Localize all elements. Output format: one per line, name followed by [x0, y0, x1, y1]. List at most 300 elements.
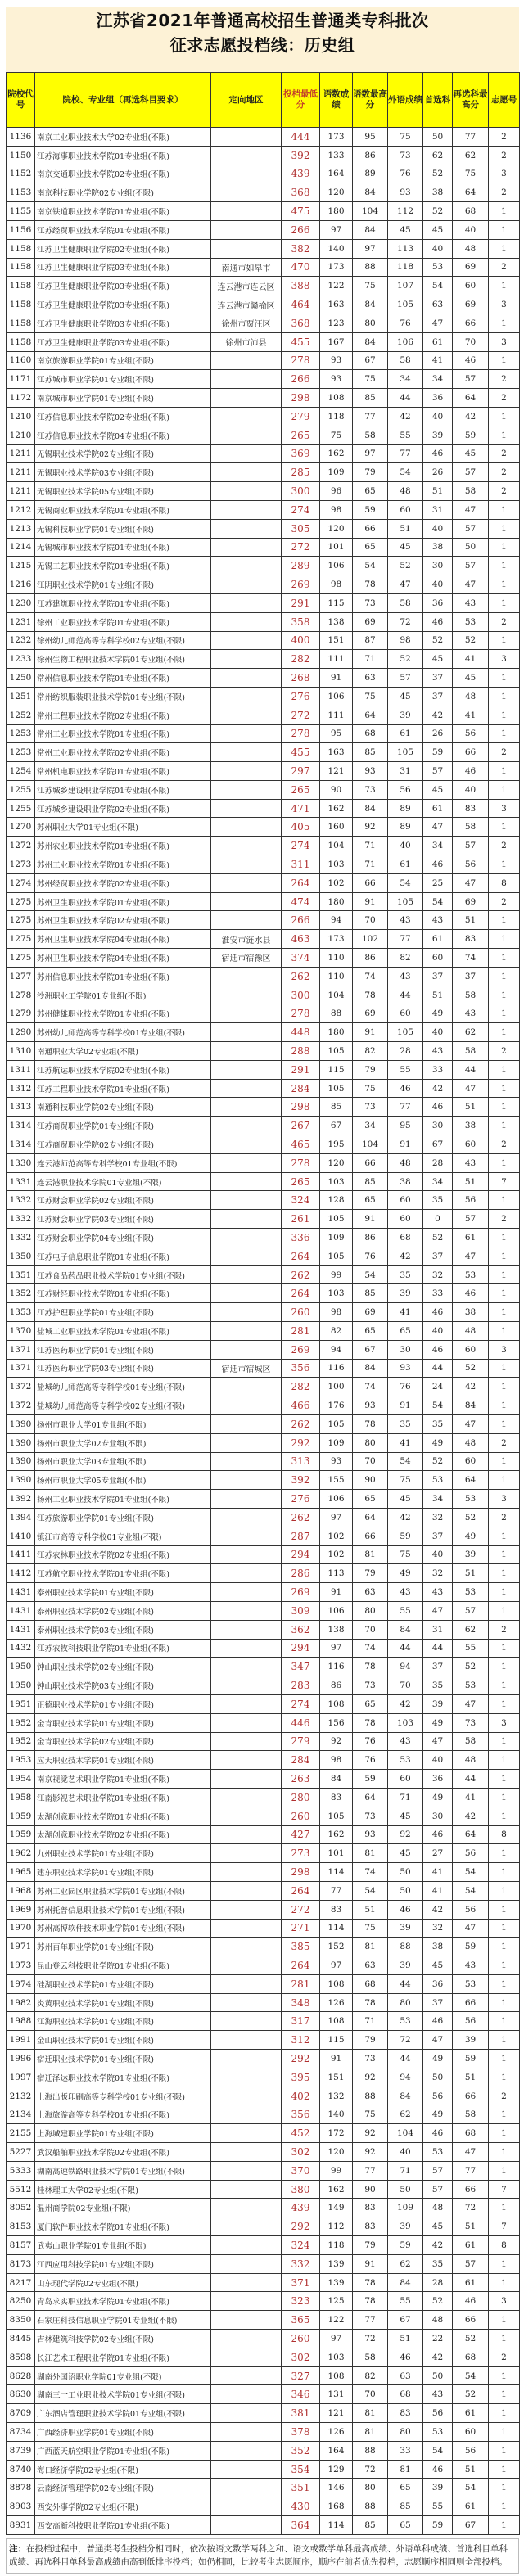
cell-cm-score: 108	[320, 1694, 353, 1713]
cell-second-max: 57	[453, 1601, 489, 1620]
cell-min-score: 264	[282, 1247, 320, 1265]
cell-code: 1997	[7, 2068, 35, 2087]
cell-second-max: 54	[453, 1881, 489, 1900]
cell-wish: 1	[489, 500, 520, 519]
cell-min-score: 264	[282, 1881, 320, 1900]
cell-name: 南京工业职业技术大学02专业组(不限)	[35, 128, 211, 147]
cell-code: 1950	[7, 1676, 35, 1695]
cell-foreign: 46	[388, 2348, 423, 2366]
cell-code: 1152	[7, 165, 35, 183]
cell-cm-max: 72	[353, 2330, 388, 2348]
table-row	[7, 519, 520, 538]
cell-cm-max: 66	[353, 519, 388, 538]
cell-code: 1951	[7, 1694, 35, 1713]
cell-wish: 1	[489, 1844, 520, 1863]
table-row	[7, 1004, 520, 1023]
cell-first: 67	[423, 1135, 453, 1154]
cell-wish: 1	[489, 1676, 520, 1695]
cell-cm-max: 82	[353, 2366, 388, 2385]
cell-foreign: 50	[388, 1863, 423, 1882]
cell-foreign: 31	[388, 762, 423, 781]
cell-wish: 1	[489, 1229, 520, 1247]
cell-cm-score: 94	[320, 1340, 353, 1359]
cell-code: 1275	[7, 892, 35, 911]
cell-cm-score: 140	[320, 2105, 353, 2124]
cell-second-max: 46	[453, 1284, 489, 1303]
cell-region	[211, 1340, 282, 1359]
cell-region	[211, 2292, 282, 2311]
cell-code: 1253	[7, 724, 35, 743]
cell-wish: 1	[489, 1359, 520, 1378]
cell-wish: 1	[489, 1900, 520, 1919]
cell-first: 49	[423, 2105, 453, 2124]
cell-region	[211, 650, 282, 669]
cell-code: 1255	[7, 799, 35, 818]
table-row	[7, 2031, 520, 2050]
cell-first: 40	[423, 239, 453, 258]
table-header-row	[7, 73, 520, 128]
table-row	[7, 2012, 520, 2031]
cell-code: 5333	[7, 2161, 35, 2180]
cell-code: 8157	[7, 2236, 35, 2255]
cell-cm-max: 92	[353, 2124, 388, 2143]
cell-second-max: 51	[453, 911, 489, 930]
table-row	[7, 2254, 520, 2273]
cell-name: 徐州工业职业技术学院01专业组(不限)	[35, 612, 211, 631]
cell-foreign: 70	[388, 1676, 423, 1695]
cell-region	[211, 1527, 282, 1545]
cell-code: 1155	[7, 202, 35, 221]
cell-region	[211, 1153, 282, 1172]
cell-min-score: 292	[282, 1433, 320, 1452]
table-row	[7, 314, 520, 332]
cell-second-max: 61	[453, 2497, 489, 2516]
cell-wish: 1	[489, 557, 520, 575]
table-row	[7, 2199, 520, 2217]
cell-cm-score: 98	[320, 575, 353, 594]
cell-foreign: 84	[388, 2087, 423, 2105]
cell-min-score: 455	[282, 743, 320, 762]
table-row	[7, 1993, 520, 2012]
cell-cm-score: 126	[320, 1993, 353, 2012]
cell-cm-max: 73	[353, 593, 388, 612]
cell-cm-score: 120	[320, 2143, 353, 2162]
cell-cm-score: 99	[320, 2161, 353, 2180]
cell-cm-score: 108	[320, 2366, 353, 2385]
cell-wish: 1	[489, 2012, 520, 2031]
cell-code: 1158	[7, 332, 35, 351]
cell-first: 45	[423, 780, 453, 799]
cell-region	[211, 463, 282, 482]
cell-min-score: 300	[282, 482, 320, 501]
cell-name: 苏州卫生职业技术学院02专业组(不限)	[35, 911, 211, 930]
cell-wish: 3	[489, 1713, 520, 1732]
cell-first: 60	[423, 949, 453, 968]
cell-min-score: 362	[282, 1620, 320, 1639]
cell-min-score: 312	[282, 2031, 320, 2050]
cell-code: 1230	[7, 593, 35, 612]
cell-region	[211, 911, 282, 930]
cell-name: 武汉船舶职业技术学院02专业组(不限)	[35, 2143, 211, 2162]
cell-second-max: 52	[453, 1359, 489, 1378]
cell-cm-max: 85	[353, 743, 388, 762]
cell-name: 金肯职业技术学院01专业组(不限)	[35, 1713, 211, 1732]
cell-cm-max: 74	[353, 1378, 388, 1396]
cell-name: 江海职业技术学院01专业组(不限)	[35, 2012, 211, 2031]
cell-name: 江阴职业技术学院01专业组(不限)	[35, 575, 211, 594]
cell-second-max: 60	[453, 1340, 489, 1359]
cell-cm-score: 195	[320, 1135, 353, 1154]
cell-cm-max: 88	[353, 2497, 388, 2516]
cell-first: 32	[423, 1508, 453, 1527]
cell-region	[211, 1881, 282, 1900]
cell-foreign: 75	[388, 128, 423, 147]
cell-foreign: 62	[388, 2105, 423, 2124]
cell-min-score: 281	[282, 1322, 320, 1341]
cell-cm-score: 115	[320, 1060, 353, 1079]
cell-first: 47	[423, 314, 453, 332]
cell-foreign: 77	[388, 930, 423, 949]
cell-region	[211, 1172, 282, 1191]
cell-foreign: 89	[388, 799, 423, 818]
cell-first: 46	[423, 1340, 453, 1359]
cell-cm-score: 176	[320, 1396, 353, 1415]
cell-min-score: 356	[282, 1359, 320, 1378]
cell-code: 1272	[7, 837, 35, 855]
table-row	[7, 1938, 520, 1956]
cell-min-score: 266	[282, 911, 320, 930]
table-row	[7, 1658, 520, 1676]
cell-name: 扬州市职业大学01专业组(不限)	[35, 1414, 211, 1433]
cell-min-score: 347	[282, 1658, 320, 1676]
cell-cm-score: 133	[320, 146, 353, 165]
cell-code: 1314	[7, 1135, 35, 1154]
cell-foreign: 45	[388, 538, 423, 557]
cell-region	[211, 1004, 282, 1023]
cell-code: 1290	[7, 1023, 35, 1042]
table-row	[7, 202, 520, 221]
cell-wish: 1	[489, 1993, 520, 2012]
cell-region	[211, 2366, 282, 2385]
cell-name: 徐州生物工程职业技术学院01专业组(不限)	[35, 650, 211, 669]
cell-foreign: 50	[388, 2180, 423, 2199]
cell-first: 50	[423, 128, 453, 147]
cell-cm-score: 100	[320, 1378, 353, 1396]
cell-first: 32	[423, 1265, 453, 1284]
cell-first: 57	[423, 2180, 453, 2199]
cell-name: 武夷山职业学院01专业组(不限)	[35, 2236, 211, 2255]
cell-code: 1431	[7, 1583, 35, 1602]
cell-first: 32	[423, 1564, 453, 1583]
cell-second-max: 68	[453, 2348, 489, 2366]
cell-name: 江苏卫生健康职业学院03专业组(不限)	[35, 295, 211, 314]
cell-wish: 1	[489, 1378, 520, 1396]
cell-first: 37	[423, 967, 453, 986]
cell-first: 33	[423, 1284, 453, 1303]
cell-foreign: 61	[388, 855, 423, 874]
cell-name: 厦门软件职业技术学院01专业组(不限)	[35, 2217, 211, 2236]
cell-second-max: 47	[453, 575, 489, 594]
cell-cm-max: 76	[353, 1751, 388, 1770]
cell-foreign: 55	[388, 426, 423, 444]
cell-second-max: 53	[453, 612, 489, 631]
cell-wish: 3	[489, 650, 520, 669]
cell-cm-score: 116	[320, 1359, 353, 1378]
cell-second-max: 54	[453, 2479, 489, 2497]
cell-min-score: 392	[282, 1471, 320, 1490]
cell-region: 宿迁市宿城区	[211, 1359, 282, 1378]
cell-cm-max: 75	[353, 370, 388, 389]
cell-cm-score: 122	[320, 2311, 353, 2330]
cell-cm-score: 173	[320, 128, 353, 147]
table-row	[7, 2404, 520, 2423]
cell-min-score: 263	[282, 1770, 320, 1789]
cell-first: 52	[423, 2292, 453, 2311]
table-row	[7, 1825, 520, 1844]
cell-region	[211, 1265, 282, 1284]
cell-first: 59	[423, 2516, 453, 2535]
cell-wish: 2	[489, 183, 520, 202]
cell-foreign: 41	[388, 1303, 423, 1322]
cell-code: 8350	[7, 2311, 35, 2330]
cell-wish: 1	[489, 2105, 520, 2124]
cell-code: 1136	[7, 128, 35, 147]
cell-wish: 1	[489, 762, 520, 781]
cell-min-score: 378	[282, 2423, 320, 2442]
cell-cm-score: 162	[320, 444, 353, 463]
cell-foreign: 40	[388, 837, 423, 855]
cell-second-max: 66	[453, 2087, 489, 2105]
header-name: 院校、专业组（再选科目要求）	[35, 73, 211, 128]
cell-foreign: 56	[388, 780, 423, 799]
cell-cm-score: 120	[320, 1153, 353, 1172]
cell-name: 江苏食品药品职业技术学院01专业组(不限)	[35, 1265, 211, 1284]
cell-cm-score: 90	[320, 780, 353, 799]
table-row	[7, 407, 520, 426]
cell-second-max: 57	[453, 2254, 489, 2273]
header-min-score: 投档最低分	[282, 73, 320, 128]
cell-code: 1310	[7, 1042, 35, 1061]
cell-min-score: 274	[282, 500, 320, 519]
cell-name: 湖南三一工业职业技术学院01专业组(不限)	[35, 2385, 211, 2404]
cell-name: 石家庄科技信息职业学院01专业组(不限)	[35, 2311, 211, 2330]
page-title-line2: 征求志愿投档线：历史组	[169, 35, 355, 55]
footnote-label: 注：	[9, 2543, 26, 2554]
cell-cm-max: 78	[353, 986, 388, 1004]
table-row	[7, 463, 520, 482]
cell-region	[211, 1060, 282, 1079]
cell-second-max: 61	[453, 1229, 489, 1247]
cell-cm-max: 87	[353, 631, 388, 650]
cell-foreign: 73	[388, 146, 423, 165]
cell-code: 1959	[7, 1807, 35, 1825]
cell-min-score: 465	[282, 1135, 320, 1154]
cell-cm-score: 103	[320, 1284, 353, 1303]
cell-min-score: 269	[282, 1583, 320, 1602]
cell-foreign: 54	[388, 1452, 423, 1471]
cell-cm-score: 180	[320, 1023, 353, 1042]
cell-foreign: 106	[388, 332, 423, 351]
cell-wish: 1	[489, 1863, 520, 1882]
cell-foreign: 34	[388, 370, 423, 389]
table-row	[7, 1732, 520, 1751]
cell-code: 1431	[7, 1601, 35, 1620]
cell-foreign: 51	[388, 519, 423, 538]
cell-name: 江西应用科技学院01专业组(不限)	[35, 2254, 211, 2273]
table-row	[7, 1471, 520, 1490]
cell-second-max: 46	[453, 762, 489, 781]
cell-min-score: 370	[282, 2161, 320, 2180]
cell-region	[211, 575, 282, 594]
cell-foreign: 46	[388, 1079, 423, 1098]
cell-foreign: 68	[388, 2385, 423, 2404]
cell-region: 连云港市赣榆区	[211, 295, 282, 314]
cell-region	[211, 351, 282, 370]
cell-cm-score: 105	[320, 1042, 353, 1061]
cell-code: 1952	[7, 1713, 35, 1732]
table-row	[7, 2330, 520, 2348]
cell-foreign: 33	[388, 2441, 423, 2460]
cell-first: 56	[423, 2087, 453, 2105]
cell-second-max: 40	[453, 220, 489, 239]
cell-code: 1331	[7, 1172, 35, 1191]
table-row	[7, 873, 520, 892]
cell-cm-score: 111	[320, 706, 353, 724]
cell-min-score: 282	[282, 1378, 320, 1396]
cell-code: 8630	[7, 2385, 35, 2404]
cell-wish: 1	[489, 2404, 520, 2423]
cell-name: 应天职业技术学院01专业组(不限)	[35, 1751, 211, 1770]
cell-foreign: 45	[388, 1844, 423, 1863]
cell-cm-max: 85	[353, 2516, 388, 2535]
cell-code: 1314	[7, 1117, 35, 1135]
cell-name: 湖南高速铁路职业技术学院01专业组(不限)	[35, 2161, 211, 2180]
cell-wish: 1	[489, 2366, 520, 2385]
cell-name: 泰州职业技术学院01专业组(不限)	[35, 1583, 211, 1602]
cell-first: 46	[423, 1825, 453, 1844]
table-row	[7, 1639, 520, 1658]
cell-first: 26	[423, 463, 453, 482]
cell-wish: 1	[489, 202, 520, 221]
cell-cm-max: 85	[353, 1284, 388, 1303]
cell-second-max: 51	[453, 1564, 489, 1583]
table-row	[7, 1900, 520, 1919]
cell-foreign: 55	[388, 2292, 423, 2311]
cell-second-max: 58	[453, 2105, 489, 2124]
cell-min-score: 395	[282, 2068, 320, 2087]
cell-cm-score: 97	[320, 1508, 353, 1527]
cell-name: 沙洲职业工学院01专业组(不限)	[35, 986, 211, 1004]
cell-name: 江苏经贸职业技术学院01专业组(不限)	[35, 220, 211, 239]
cell-code: 1158	[7, 277, 35, 295]
cell-min-score: 369	[282, 444, 320, 463]
cell-wish: 2	[489, 743, 520, 762]
cell-wish: 1	[489, 1452, 520, 1471]
table-row	[7, 2068, 520, 2087]
cell-first: 57	[423, 762, 453, 781]
cell-name: 苏州高博软件技术职业学院01专业组(不限)	[35, 1919, 211, 1938]
cell-foreign: 45	[388, 687, 423, 706]
cell-region	[211, 2050, 282, 2068]
cell-code: 1390	[7, 1414, 35, 1433]
cell-code: 1233	[7, 650, 35, 669]
cell-code: 1232	[7, 631, 35, 650]
cell-name: 南京铁道职业技术学院01专业组(不限)	[35, 202, 211, 221]
cell-foreign: 45	[388, 1490, 423, 1509]
cell-code: 1311	[7, 1060, 35, 1079]
cell-region	[211, 1825, 282, 1844]
cell-cm-max: 80	[353, 2479, 388, 2497]
cell-foreign: 94	[388, 2068, 423, 2087]
cell-region	[211, 2161, 282, 2180]
cell-wish: 1	[489, 351, 520, 370]
table-row	[7, 706, 520, 724]
cell-foreign: 39	[388, 706, 423, 724]
table-row	[7, 482, 520, 501]
cell-cm-max: 92	[353, 818, 388, 837]
cell-second-max: 53	[453, 1265, 489, 1284]
cell-cm-max: 88	[353, 258, 388, 277]
cell-second-max: 41	[453, 1788, 489, 1807]
cell-wish: 1	[489, 1153, 520, 1172]
cell-name: 太湖创意职业技术学院02专业组(不限)	[35, 1825, 211, 1844]
cell-code: 1160	[7, 351, 35, 370]
cell-region	[211, 706, 282, 724]
table-row	[7, 1023, 520, 1042]
cell-region	[211, 1732, 282, 1751]
cell-name: 江苏航运职业技术学院02专业组(不限)	[35, 1060, 211, 1079]
cell-min-score: 452	[282, 2124, 320, 2143]
cell-foreign: 53	[388, 2012, 423, 2031]
cell-first: 43	[423, 911, 453, 930]
cell-name: 连云港职业技术学院01专业组(不限)	[35, 1172, 211, 1191]
cell-name: 江苏财会职业学院04专业组(不限)	[35, 1229, 211, 1247]
cell-wish: 1	[489, 2441, 520, 2460]
cell-second-max: 64	[453, 389, 489, 408]
cell-region	[211, 780, 282, 799]
cell-cm-score: 125	[320, 2292, 353, 2311]
cell-first: 47	[423, 818, 453, 837]
cell-region	[211, 1508, 282, 1527]
cell-foreign: 112	[388, 202, 423, 221]
cell-first: 27	[423, 1844, 453, 1863]
table-row	[7, 1340, 520, 1359]
cell-name: 苏州百年职业学院01专业组(不限)	[35, 1938, 211, 1956]
cell-second-max: 51	[453, 2460, 489, 2479]
cell-name: 上海出版印刷高等专科学校01专业组(不限)	[35, 2087, 211, 2105]
cell-cm-max: 88	[353, 2087, 388, 2105]
table-row	[7, 1490, 520, 1509]
cell-region	[211, 2330, 282, 2348]
cell-second-max: 44	[453, 1060, 489, 1079]
cell-cm-score: 114	[320, 1863, 353, 1882]
cell-foreign: 44	[388, 2050, 423, 2068]
cell-name: 苏州卫生职业技术学院04专业组(不限)	[35, 949, 211, 968]
cell-code: 1432	[7, 1639, 35, 1658]
cell-min-score: 317	[282, 2012, 320, 2031]
cell-foreign: 44	[388, 389, 423, 408]
cell-name: 常州工业职业技术学院02专业组(不限)	[35, 743, 211, 762]
cell-second-max: 68	[453, 202, 489, 221]
cell-wish: 2	[489, 2087, 520, 2105]
cell-first: 45	[423, 650, 453, 669]
cell-first: 50	[423, 2366, 453, 2385]
cell-foreign: 58	[388, 351, 423, 370]
cell-foreign: 93	[388, 183, 423, 202]
cell-region	[211, 1788, 282, 1807]
cell-foreign: 44	[388, 986, 423, 1004]
cell-first: 42	[423, 1079, 453, 1098]
